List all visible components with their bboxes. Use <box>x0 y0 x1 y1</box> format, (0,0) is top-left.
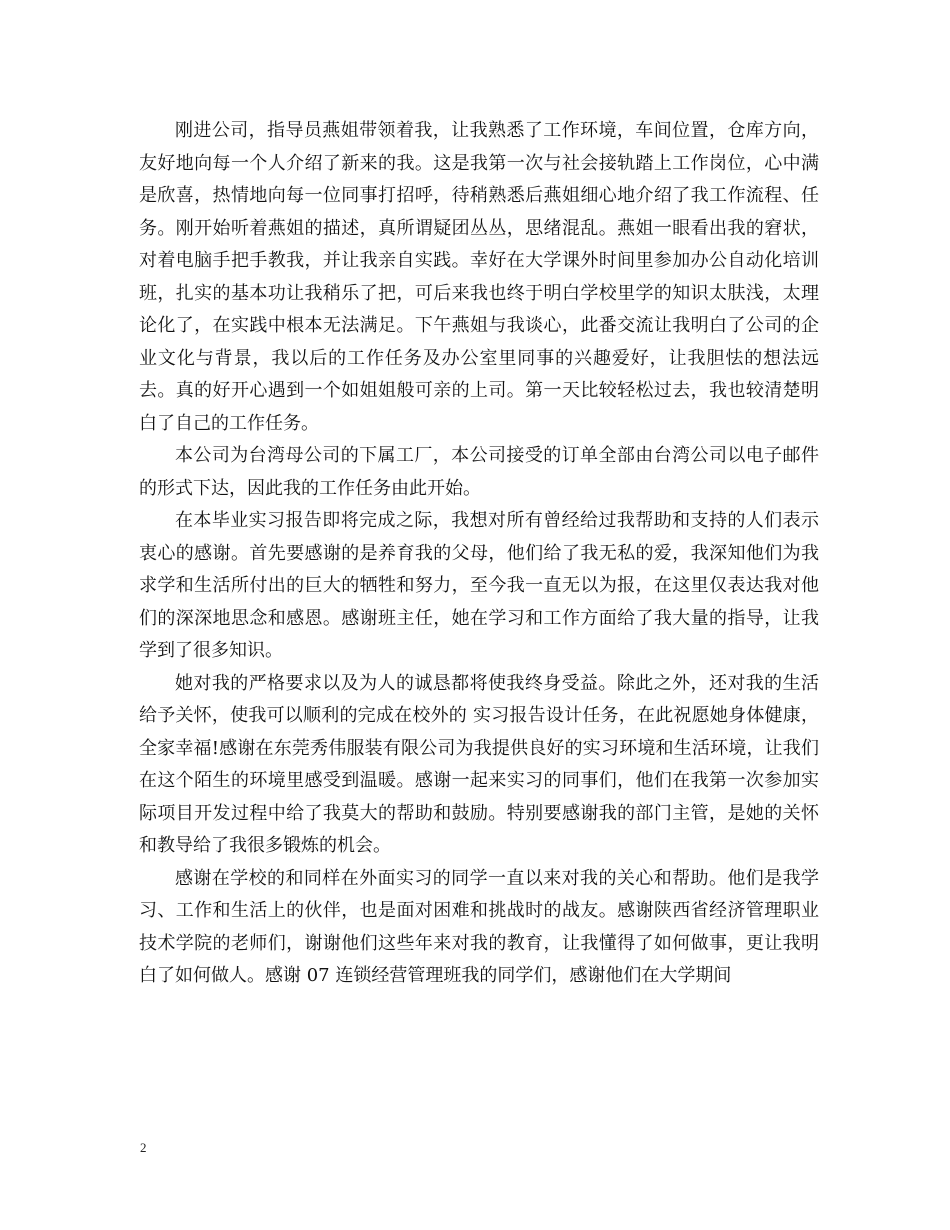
body-text <box>139 115 819 993</box>
paragraph-orientation: 刚进公司，指导员燕姐带领着我，让我熟悉了工作环境，车间位置，仓库方向，友好地向每一个人介绍了新来的我。这是我第一次与社会接轨踏上工作岗位，心中满是欣喜，热情地向每一位同事打招呼，待稍熟悉后燕姐细心地介绍了我工作流程、任务。刚开始听着燕姐的描述，真所谓疑团丛丛，思绪混乱。燕姐一眼看出我的窘状，对着电脑手把手教我，并让我亲自实践。幸好在大学课外时间里参加办公自动化培训班，扎实的基本功让我稍乐了把，可后来我也终于明白学校里学的知识太肤浅，太理论化了，在实践中根本无法满足。下午燕姐与我谈心，此番交流让我明白了公司的企业文化与背景，我以后的工作任务及办公室里同事的兴趣爱好，让我胆怯的想法远去。真的好开心遇到一个如姐姐般可亲的上司。第一天比较轻松过去，我也较清楚明白了自己的工作任务。 <box>139 120 819 434</box>
page-number: 2 <box>140 1140 147 1155</box>
paragraph-acknowledgement-company: 她对我的严格要求以及为人的诚恳都将使我终身受益。除此之外，还对我的生活给予关怀，使我可以顺利的完成在校外的 实习报告设计任务，在此祝愿她身体健康，全家幸福!感谢在东莞秀伟服装有限公司为我提供良好的实习环境和生活环境，让我们在这个陌生的环境里感受到温暖。感谢一起来实习的同事们，他们在我第一次参加实际项目开发过程中给了我莫大的帮助和鼓励。特别要感谢我的部门主管，是她的关怀和教导给了我很多锻炼的机会。 <box>139 672 819 856</box>
paragraph-acknowledgement-parents: 在本毕业实习报告即将完成之际，我想对所有曾经给过我帮助和支持的人们表示衷心的感谢。首先要感谢的是养育我的父母，他们给了我无私的爱，我深知他们为我求学和生活所付出的巨大的牺牲和努力，至今我一直无以为报，在这里仅表达我对他们的深深地思念和感恩。感谢班主任，她在学习和工作方面给了我大量的指导，让我学到了很多知识。 <box>139 510 819 661</box>
paragraph-company-background: 本公司为台湾母公司的下属工厂，本公司接受的订单全部由台湾公司以电子邮件的形式下达，因此我的工作任务由此开始。 <box>139 445 819 499</box>
paragraph-acknowledgement-classmates: 感谢在学校的和同样在外面实习的同学一直以来对我的关心和帮助。他们是我学习、工作和生活上的伙伴，也是面对困难和挑战时的战友。感谢陕西省经济管理职业技术学院的老师们，谢谢他们这些年来对我的教育，让我懂得了如何做事，更让我明白了如何做人。感谢 07 连锁经营管理班我的同学们，感谢他们在大学期间 <box>139 867 819 986</box>
